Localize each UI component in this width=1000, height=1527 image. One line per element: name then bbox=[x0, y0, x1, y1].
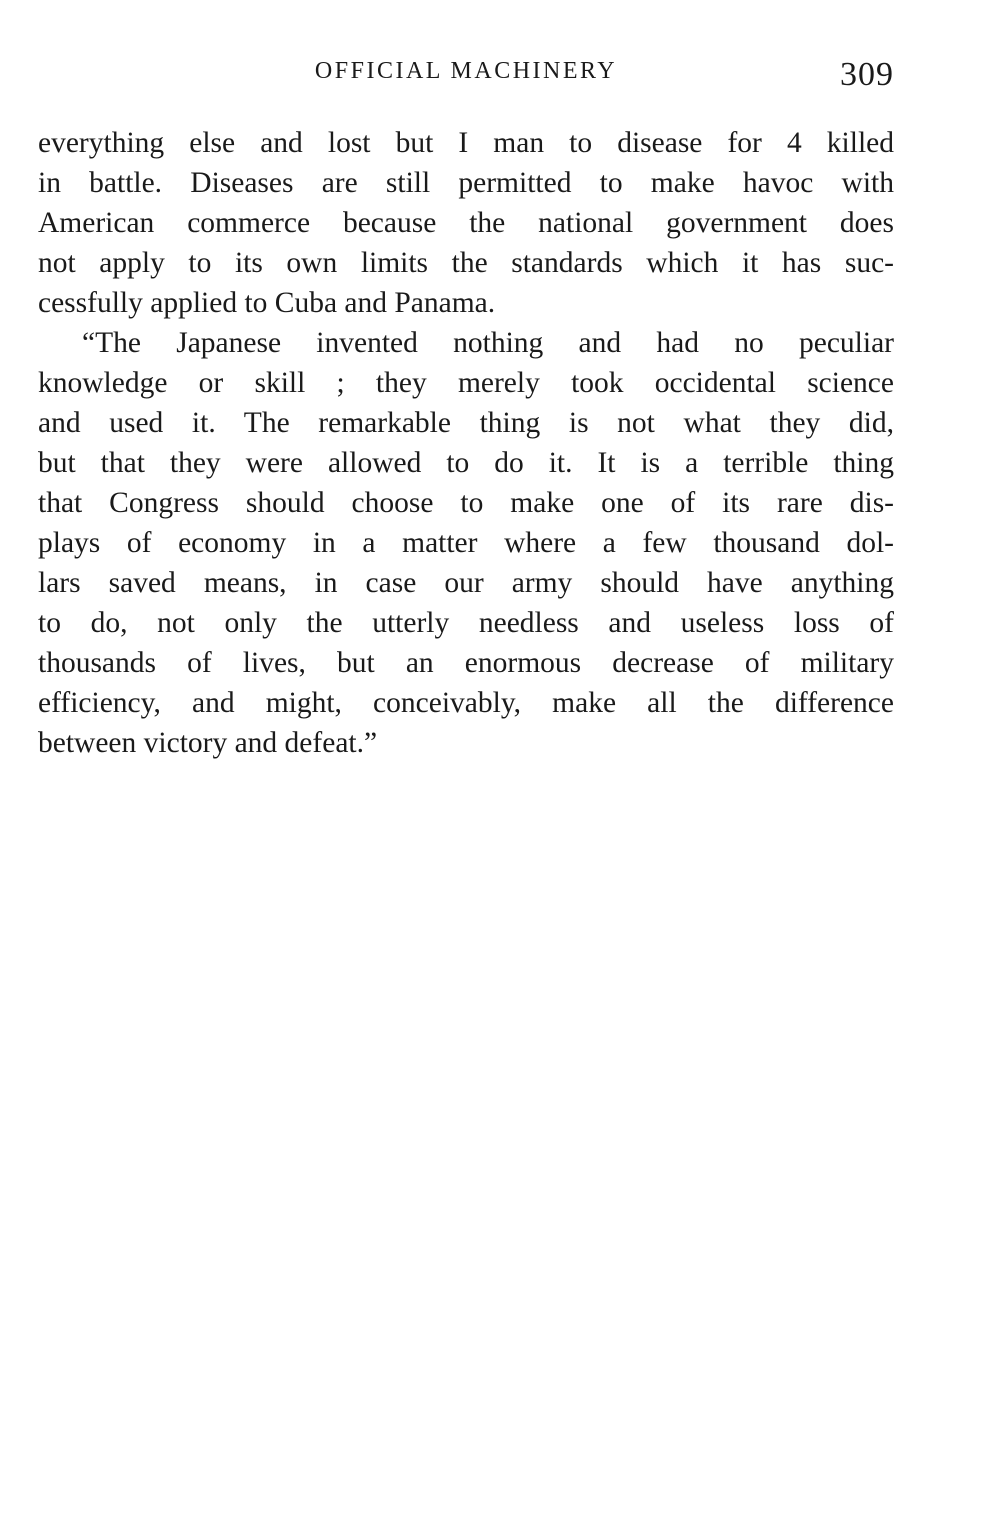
text-line: and used it. The remarkable thing is not what they did, bbox=[38, 407, 894, 439]
text-line: cessfully applied to Cuba and Panama. bbox=[38, 287, 496, 319]
text-line: thousands of lives, but an enormous decrease of military bbox=[38, 647, 894, 679]
text-line: that Congress should choose to make one of its rare dis- bbox=[38, 487, 894, 519]
running-title: OFFICIAL MACHINERY bbox=[314, 58, 618, 84]
text-line: to do, not only the utterly needless and useless loss of bbox=[38, 607, 894, 639]
text-line: in battle. Diseases are still permitted to make havoc with bbox=[38, 167, 894, 199]
page-number: 309 bbox=[840, 56, 894, 93]
running-head bbox=[38, 56, 894, 96]
paragraph-2 bbox=[38, 323, 894, 763]
paragraph-1 bbox=[38, 123, 894, 323]
text-line: everything else and lost but I man to disease for 4 killed bbox=[38, 127, 894, 159]
text-line: between victory and defeat.” bbox=[38, 727, 378, 759]
body-text bbox=[38, 123, 894, 763]
text-line: not apply to its own limits the standards which it has suc- bbox=[38, 247, 894, 279]
text-line: American commerce because the national government does bbox=[38, 207, 894, 239]
text-line: efficiency, and might, conceivably, make all the difference bbox=[38, 687, 894, 719]
text-line: “The Japanese invented nothing and had no peculiar bbox=[82, 327, 894, 359]
text-line: but that they were allowed to do it. It is a terrible thing bbox=[38, 447, 894, 479]
text-line: lars saved means, in case our army should have anything bbox=[38, 567, 894, 599]
text-line: knowledge or skill ; they merely took occidental science bbox=[38, 367, 894, 399]
text-line: plays of economy in a matter where a few thousand dol- bbox=[38, 527, 894, 559]
